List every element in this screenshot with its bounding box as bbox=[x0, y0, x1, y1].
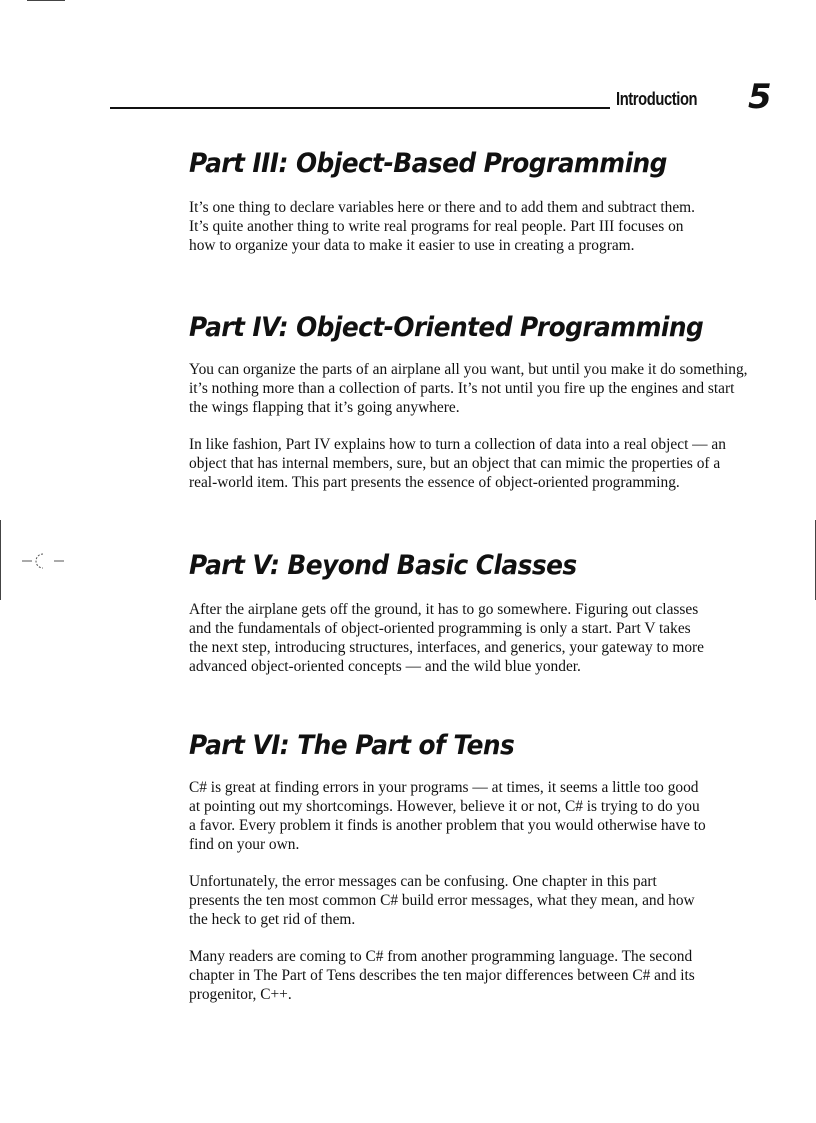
paragraph: In like fashion, Part IV explains how to turn a collection of data into a real object — an object that has internal members, sure, but an object that can mimic the properties of a real-world item. This part presents the essence of object-oriented programming. bbox=[189, 436, 726, 491]
paragraph: You can organize the parts of an airplane all you want, but until you make it do something, it’s nothing more than a collection of parts. It’s not until you fire up the engines and start the wings flapping that it’s going anywhere. bbox=[189, 361, 748, 416]
crop-mark-top bbox=[27, 0, 65, 1]
section-part-vi bbox=[189, 728, 709, 1004]
section-heading: Part III: Object-Based Programming bbox=[189, 148, 667, 179]
section-part-iv bbox=[189, 310, 748, 492]
running-header-title: Introduction bbox=[616, 89, 698, 109]
section-part-iii bbox=[189, 146, 709, 255]
paragraph: Many readers are coming to C# from another programming language. The second chapter in The Part of Tens describes the ten major differences between C# and its progenitor, C++. bbox=[189, 948, 695, 1003]
section-heading: Part VI: The Part of Tens bbox=[189, 730, 515, 761]
section-part-v bbox=[189, 548, 709, 676]
page-number: 5 bbox=[748, 77, 772, 117]
section-heading: Part V: Beyond Basic Classes bbox=[189, 550, 577, 581]
paragraph: C# is great at finding errors in your programs — at times, it seems a little too good at pointing out my shortcomings. However, believe it or not, C# is trying to do you a favor. Every problem it finds is another problem that you would otherwise have to find on your own. bbox=[189, 779, 706, 853]
paragraph: Unfortunately, the error messages can be confusing. One chapter in this part presents the ten most common C# build error messages, what they mean, and how the heck to get rid of them. bbox=[189, 873, 695, 928]
paragraph: After the airplane gets off the ground, it has to go somewhere. Figuring out classes and the fundamentals of object-oriented programming is only a start. Part V takes the next step, introducing structures, interfaces, and generics, your gateway to more advanced object-oriented concepts — and the wild blue yonder. bbox=[189, 601, 704, 675]
registration-mark-icon bbox=[22, 550, 66, 572]
crop-mark-left bbox=[0, 520, 1, 600]
header-rule bbox=[110, 107, 610, 109]
section-heading: Part IV: Object-Oriented Programming bbox=[189, 312, 704, 343]
paragraph: It’s one thing to declare variables here or there and to add them and subtract them. It’s quite another thing to write real programs for real people. Part III focuses on how to organize your data to make it easier to use in creating a program. bbox=[189, 199, 695, 254]
